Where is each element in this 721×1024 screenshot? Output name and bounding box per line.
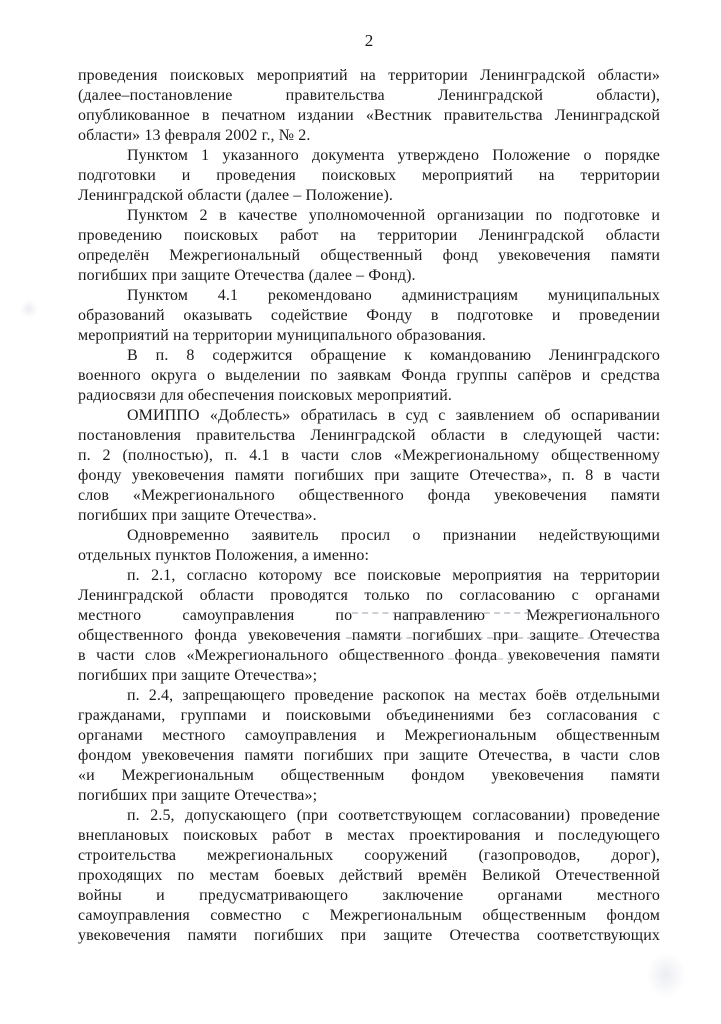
text-line: увековечения памяти погибших при защите Отечества соответствующих — [78, 927, 660, 944]
pencil-mark-artifact — [352, 612, 642, 614]
text-line: погибших при защите Отечества». — [78, 507, 317, 524]
text-line: Пунктом 1 указанного документа утверждено Положение о порядке — [127, 147, 660, 164]
text-line: Ленинградской области проводятся только по согласованию с органами — [78, 587, 660, 604]
paragraph — [78, 686, 660, 806]
scan-smudge — [20, 300, 38, 318]
text-line: погибших при защите Отечества»; — [78, 667, 318, 684]
text-line: отдельных пунктов Положения, а именно: — [78, 547, 370, 564]
text-line: (далее–постановление правительства Ленинградской области), — [78, 87, 660, 104]
text-line: подготовки и проведения поисковых мероприятий на территории — [78, 167, 660, 184]
text-line: Ленинградской области (далее – Положение). — [78, 187, 393, 204]
paragraph — [78, 346, 660, 406]
text-line: общественного фонда увековечения памяти погибших при защите Отечества — [78, 627, 660, 644]
document-body — [78, 66, 660, 946]
text-line: органами местного самоуправления и Межрегиональным общественным — [78, 727, 660, 744]
text-line: внеплановых поисковых работ в местах проектирования и последующего — [78, 827, 660, 844]
text-line: проходящих по местам боевых действий времён Великой Отечественной — [78, 867, 660, 884]
text-line: п. 2.1, согласно которому все поисковые мероприятия на территории — [127, 567, 660, 584]
text-line: п. 2.5, допускающего (при соответствующем согласовании) проведение — [127, 807, 660, 824]
paragraph — [78, 566, 660, 686]
text-line: определён Межрегиональный общественный фонд увековечения памяти — [78, 247, 660, 264]
text-line: радиосвязи для обеспечения поисковых мероприятий. — [78, 387, 453, 404]
scan-smudge — [646, 952, 686, 998]
text-line: слов «Межрегионального общественного фонда увековечения памяти — [78, 487, 660, 504]
paragraph — [78, 146, 660, 206]
text-line: опубликованное в печатном издании «Вестник правительства Ленинградской — [78, 107, 660, 124]
text-line: проведению поисковых работ на территории Ленинградской области — [78, 227, 660, 244]
paragraph — [78, 286, 660, 346]
pencil-mark-artifact — [350, 658, 562, 660]
pencil-mark-artifact — [346, 637, 654, 639]
paragraph — [78, 406, 660, 526]
text-line: гражданами, группами и поисковыми объединениями без согласования с — [78, 707, 660, 724]
text-line: «и Межрегиональным общественным фондом увековечения памяти — [78, 767, 660, 784]
text-line: местного самоуправления по направлению Межрегионального — [78, 607, 660, 624]
text-line: В п. 8 содержится обращение к командованию Ленинградского — [127, 347, 660, 364]
text-line: Пунктом 4.1 рекомендовано администрациям муниципальных — [127, 287, 660, 304]
text-line: области» 13 февраля 2002 г., № 2. — [78, 127, 311, 144]
text-line: ОМИППО «Доблесть» обратилась в суд с заявлением об оспаривании — [127, 407, 660, 424]
text-line: проведения поисковых мероприятий на территории Ленинградской области» — [78, 67, 660, 84]
text-line: Пунктом 2 в качестве уполномоченной организации по подготовке и — [127, 207, 660, 224]
text-line: п. 2.4, запрещающего проведение раскопок на местах боёв отдельными — [127, 687, 660, 704]
text-line: п. 2 (полностью), п. 4.1 в части слов «Межрегиональному общественному — [78, 447, 660, 464]
text-line: военного округа о выделении по заявкам Фонда группы сапёров и средства — [78, 367, 660, 384]
text-line: в части слов «Межрегионального общественного фонда увековечения памяти — [78, 647, 660, 664]
paragraph — [78, 806, 660, 946]
text-line: войны и предусматривающего заключение органами местного — [78, 887, 660, 904]
text-line: фонду увековечения памяти погибших при защите Отечества», п. 8 в части — [78, 467, 660, 484]
text-line: мероприятий на территории муниципального образования. — [78, 327, 486, 344]
text-line: погибших при защите Отечества»; — [78, 787, 318, 804]
page-number: 2 — [364, 31, 374, 50]
paragraph — [78, 526, 660, 566]
text-line: Одновременно заявитель просил о признании недействующими — [127, 527, 660, 544]
text-line: погибших при защите Отечества (далее – Фонд). — [78, 267, 416, 284]
text-line: образований оказывать содействие Фонду в подготовке и проведении — [78, 307, 660, 324]
text-line: самоуправления совместно с Межрегиональным общественным фондом — [78, 907, 660, 924]
paragraph — [78, 206, 660, 286]
text-line: фондом увековечения памяти погибших при защите Отечества, в части слов — [78, 747, 660, 764]
paragraph — [78, 66, 660, 146]
text-line: строительства межрегиональных сооружений (газопроводов, дорог), — [78, 847, 660, 864]
text-line: постановления правительства Ленинградской области в следующей части: — [78, 427, 660, 444]
